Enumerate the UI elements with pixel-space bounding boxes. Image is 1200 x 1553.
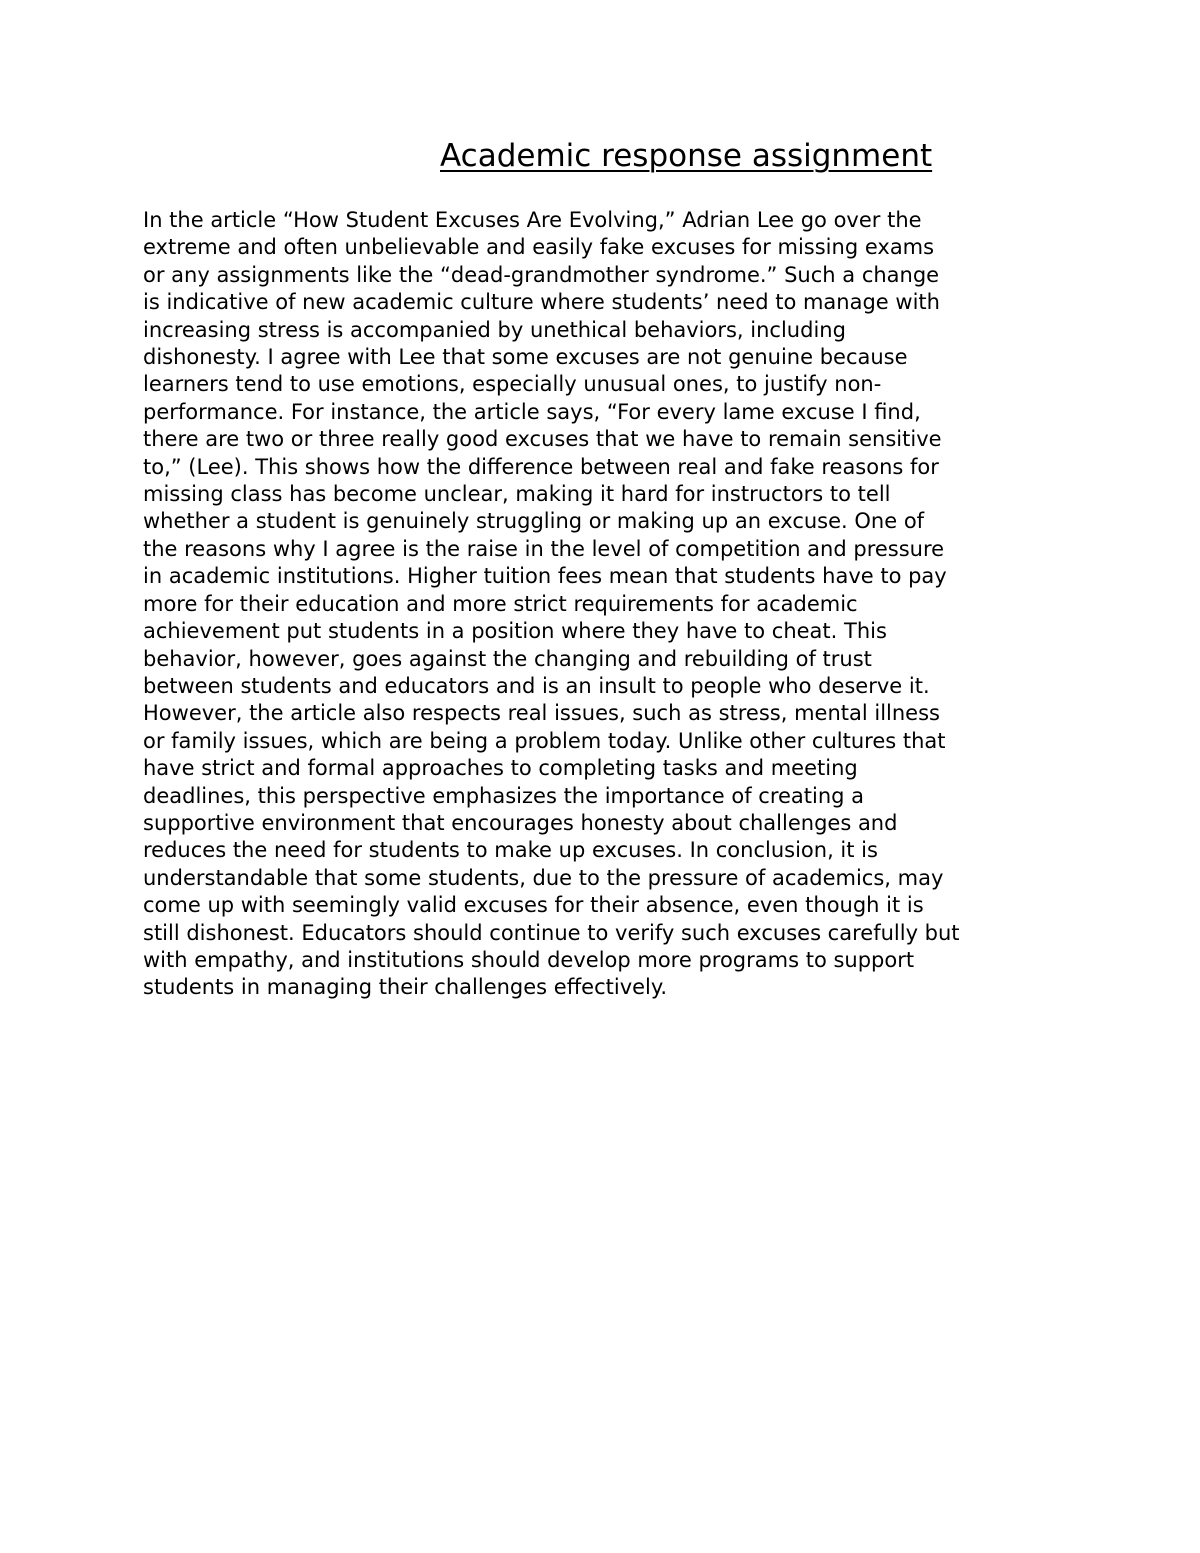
paragraph-line: still dishonest. Educators should continue to verify such excuses carefully but (143, 920, 960, 945)
paragraph-line: increasing stress is accompanied by unethical behaviors, including (143, 317, 846, 342)
paragraph-line: deadlines, this perspective emphasizes the importance of creating a (143, 783, 865, 808)
paragraph-line: understandable that some students, due to the pressure of academics, may (143, 865, 944, 890)
paragraph-line: in academic institutions. Higher tuition fees mean that students have to pay (143, 564, 947, 589)
paragraph-line: with empathy, and institutions should develop more programs to support (143, 947, 915, 972)
paragraph-line: the reasons why I agree is the raise in the level of competition and pressure (143, 536, 945, 561)
body-paragraph (143, 207, 1073, 1002)
paragraph-line: or any assignments like the “dead-grandmother syndrome.” Such a change (143, 262, 940, 287)
paragraph-line: dishonesty. I agree with Lee that some excuses are not genuine because (143, 345, 908, 370)
paragraph-line: more for their education and more strict requirements for academic (143, 591, 858, 616)
paragraph-line: missing class has become unclear, making it hard for instructors to tell (143, 482, 891, 507)
paragraph-line: In the article “How Student Excuses Are Evolving,” Adrian Lee go over the (143, 208, 922, 232)
paragraph-line: is indicative of new academic culture where students’ need to manage with (143, 290, 940, 315)
paragraph-line: have strict and formal approaches to completing tasks and meeting (143, 756, 858, 781)
paragraph-line: whether a student is genuinely struggling or making up an excuse. One of (143, 509, 925, 534)
paragraph-line: extreme and often unbelievable and easily fake excuses for missing exams (143, 235, 935, 260)
paragraph-line: students in managing their challenges effectively. (143, 975, 668, 1000)
paragraph-line: behavior, however, goes against the changing and rebuilding of trust (143, 646, 872, 671)
paragraph-line: there are two or three really good excuses that we have to remain sensitive (143, 427, 942, 452)
paragraph-line: reduces the need for students to make up excuses. In conclusion, it is (143, 838, 878, 863)
paragraph-line: between students and educators and is an insult to people who deserve it. (143, 673, 930, 698)
paragraph-line: However, the article also respects real issues, such as stress, mental illness (143, 701, 940, 726)
paragraph-line: performance. For instance, the article says, “For every lame excuse I find, (143, 399, 921, 424)
paragraph-line: supportive environment that encourages honesty about challenges and (143, 810, 898, 835)
paragraph-line: or family issues, which are being a problem today. Unlike other cultures that (143, 728, 946, 753)
paragraph-line: to,” (Lee). This shows how the difference between real and fake reasons for (143, 454, 939, 479)
paragraph-line: learners tend to use emotions, especially unusual ones, to justify non- (143, 372, 882, 397)
paragraph-line: come up with seemingly valid excuses for their absence, even though it is (143, 893, 924, 918)
paragraph-line: achievement put students in a position where they have to cheat. This (143, 619, 887, 644)
document-title: Academic response assignment (440, 138, 933, 174)
